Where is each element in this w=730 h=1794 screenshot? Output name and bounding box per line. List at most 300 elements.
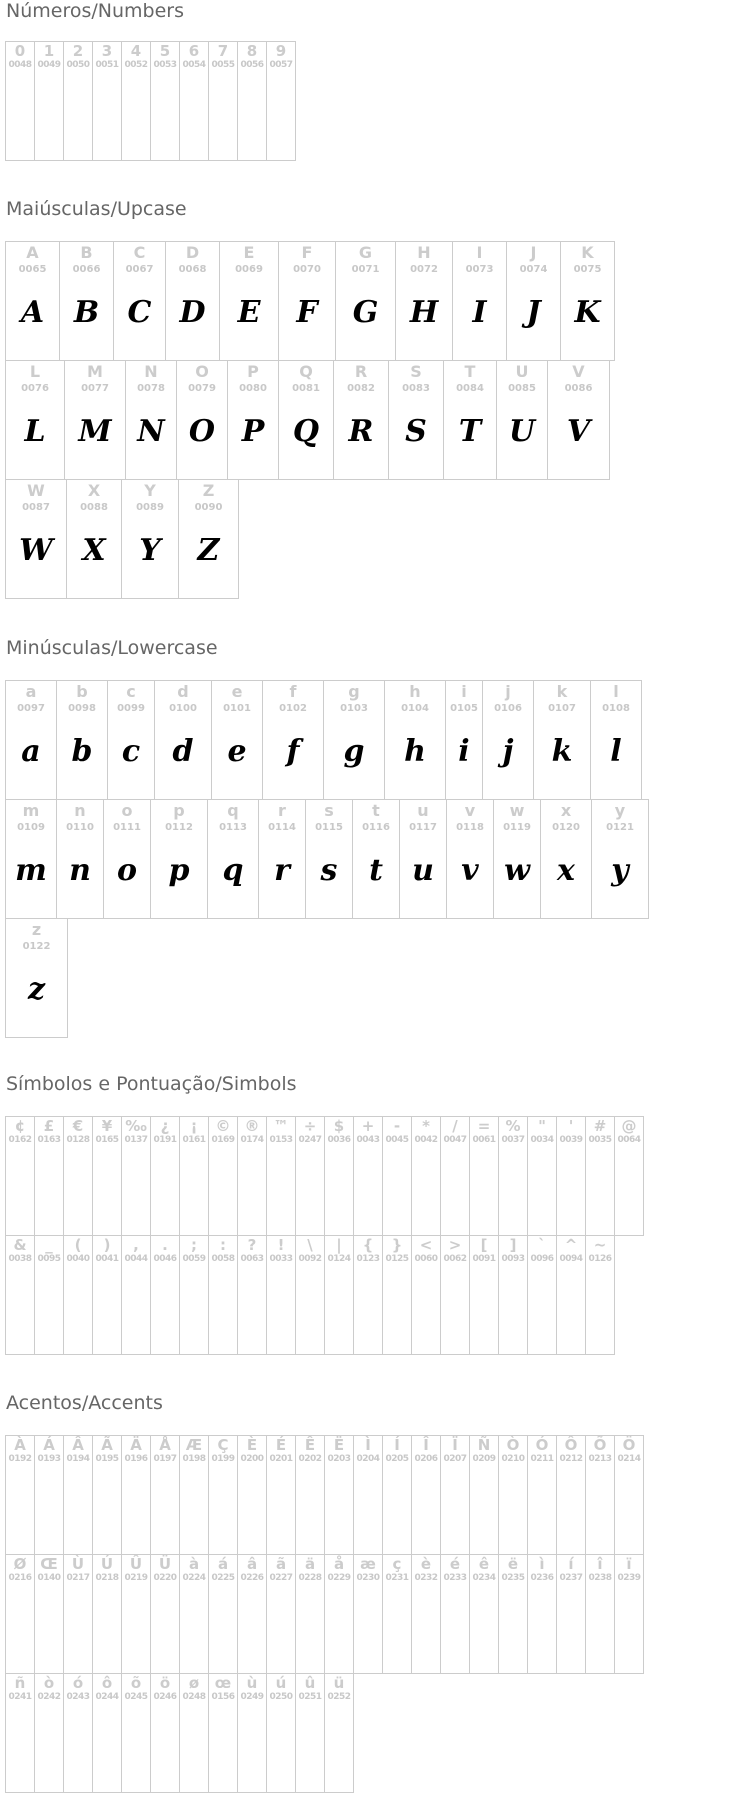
glyph-cell (92, 1554, 122, 1674)
glyph-label: g (348, 682, 360, 701)
glyph-label: J (530, 243, 537, 262)
glyph-code: 0195 (95, 1454, 119, 1464)
glyph-sample: d (172, 734, 194, 769)
glyph-label: ù (246, 1674, 258, 1692)
glyph-cell (63, 1116, 93, 1236)
glyph-label: ñ (14, 1674, 26, 1692)
glyph-code: 0111 (113, 822, 141, 833)
glyph-label: ó (72, 1674, 84, 1692)
glyph-code: 0212 (559, 1454, 583, 1464)
glyph-cell (353, 1554, 383, 1674)
glyph-cell (585, 1554, 615, 1674)
glyph-label: Å (159, 1436, 171, 1454)
section-title-numbers: Números/Numbers (6, 0, 184, 22)
glyph-code: 0048 (8, 60, 32, 70)
glyph-sample: x (557, 853, 575, 888)
glyph-code: 0053 (153, 60, 177, 70)
glyph-label: ] (509, 1236, 517, 1254)
glyph-label: U (515, 362, 529, 381)
glyph-label: ø (188, 1674, 200, 1692)
glyph-cell (323, 680, 385, 800)
glyph-cell (237, 1554, 267, 1674)
glyph-label: I (476, 243, 483, 262)
glyph-label: Ô (564, 1436, 578, 1454)
glyph-code: 0213 (588, 1454, 612, 1464)
glyph-code: 0106 (494, 703, 522, 714)
glyph-code: 0225 (211, 1573, 235, 1583)
section-title-lowercase: Minúsculas/Lowercase (6, 637, 218, 659)
glyph-code: 0198 (182, 1454, 206, 1464)
glyph-label: ` (538, 1236, 546, 1254)
glyph-cell (388, 360, 444, 480)
glyph-cell (5, 1116, 35, 1236)
glyph-cell (590, 680, 642, 800)
glyph-label: õ (130, 1674, 142, 1692)
glyph-code: 0047 (443, 1135, 467, 1145)
glyph-label: € (72, 1117, 84, 1135)
glyph-cell (324, 1435, 354, 1555)
glyph-label: Ò (506, 1436, 520, 1454)
glyph-code: 0096 (530, 1254, 554, 1264)
glyph-cell (266, 1673, 296, 1793)
glyph-cell (63, 1554, 93, 1674)
glyph-cell (556, 1435, 586, 1555)
glyph-sample: c (121, 734, 141, 769)
glyph-code: 0209 (472, 1454, 496, 1464)
glyph-cell (395, 241, 453, 361)
glyph-code: 0156 (211, 1692, 235, 1702)
glyph-sample: E (237, 295, 261, 330)
glyph-label: ‰ (125, 1117, 147, 1135)
glyph-code: 0199 (211, 1454, 235, 1464)
glyph-code: 0118 (456, 822, 484, 833)
glyph-sample: O (188, 414, 216, 449)
glyph-label: î (597, 1555, 603, 1573)
glyph-code: 0140 (37, 1573, 61, 1583)
glyph-sample: r (274, 853, 290, 888)
glyph-code: 0119 (503, 822, 531, 833)
glyph-cell (92, 1116, 122, 1236)
glyph-cell (92, 41, 122, 161)
glyph-sample: G (352, 295, 379, 330)
glyph-code: 0247 (298, 1135, 322, 1145)
glyph-code: 0102 (279, 703, 307, 714)
glyph-label: Ñ (477, 1436, 491, 1454)
glyph-code: 0103 (340, 703, 368, 714)
glyph-cell (56, 680, 108, 800)
glyph-cell (92, 1235, 122, 1355)
glyph-cell (208, 1435, 238, 1555)
glyph-cell (399, 799, 447, 919)
glyph-cell (333, 360, 389, 480)
glyph-sample: l (610, 734, 622, 769)
glyph-cell (266, 1116, 296, 1236)
glyph-code: 0076 (21, 383, 49, 394)
glyph-code: 0046 (153, 1254, 177, 1264)
glyph-code: 0210 (501, 1454, 525, 1464)
glyph-code: 0110 (66, 822, 94, 833)
glyph-label: M (87, 362, 103, 381)
glyph-cell (482, 680, 534, 800)
glyph-code: 0085 (508, 383, 536, 394)
glyph-code: 0114 (268, 822, 296, 833)
glyph-label: ¥ (101, 1117, 113, 1135)
glyph-cell (176, 360, 228, 480)
glyph-cell (585, 1116, 615, 1236)
glyph-label: 3 (101, 42, 113, 60)
glyph-cell (266, 41, 296, 161)
glyph-cell (527, 1435, 557, 1555)
glyph-cell (211, 680, 263, 800)
glyph-code: 0091 (472, 1254, 496, 1264)
glyph-cell (208, 1554, 238, 1674)
glyph-label: P (247, 362, 259, 381)
glyph-label: : (220, 1236, 226, 1254)
glyph-label: Î (423, 1436, 429, 1454)
glyph-label: Z (202, 481, 215, 500)
glyph-code: 0044 (124, 1254, 148, 1264)
glyph-label: # (593, 1117, 607, 1135)
glyph-label: j (505, 682, 511, 701)
glyph-code: 0082 (347, 383, 375, 394)
glyph-code: 0100 (169, 703, 197, 714)
glyph-code: 0087 (22, 502, 50, 513)
glyph-cell (121, 1554, 151, 1674)
glyph-label: 6 (188, 42, 200, 60)
glyph-sample: k (551, 734, 573, 769)
glyph-cell (56, 799, 104, 919)
glyph-code: 0078 (137, 383, 165, 394)
glyph-sample: u (412, 853, 434, 888)
glyph-sample: j (502, 734, 514, 769)
glyph-cell (5, 241, 60, 361)
glyph-code: 0249 (240, 1692, 264, 1702)
glyph-label: ô (101, 1674, 113, 1692)
glyph-cell (527, 1235, 557, 1355)
glyph-code: 0065 (18, 264, 47, 275)
glyph-cell (64, 360, 126, 480)
glyph-label: Õ (593, 1436, 607, 1454)
glyph-sample: a (21, 734, 41, 769)
glyph-cell (556, 1554, 586, 1674)
glyph-code: 0117 (409, 822, 437, 833)
glyph-code: 0251 (298, 1692, 322, 1702)
glyph-code: 0161 (182, 1135, 206, 1145)
glyph-cell (614, 1554, 644, 1674)
glyph-sample: I (472, 295, 487, 330)
glyph-cell (5, 1435, 35, 1555)
glyph-code: 0054 (182, 60, 206, 70)
glyph-label: p (173, 801, 185, 820)
glyph-label: q (227, 801, 239, 820)
glyph-cell (446, 799, 494, 919)
glyph-label: ! (277, 1236, 285, 1254)
glyph-label: Y (144, 481, 156, 500)
glyph-code: 0109 (17, 822, 45, 833)
glyph-code: 0116 (362, 822, 390, 833)
glyph-code: 0246 (153, 1692, 177, 1702)
glyph-code: 0033 (269, 1254, 293, 1264)
glyph-code: 0203 (327, 1454, 351, 1464)
glyph-code: 0230 (356, 1573, 380, 1583)
glyph-code: 0084 (456, 383, 484, 394)
glyph-cell (150, 1116, 180, 1236)
glyph-cell (5, 1235, 35, 1355)
glyph-sample: i (458, 734, 470, 769)
glyph-code: 0043 (356, 1135, 380, 1145)
glyph-cell (5, 799, 57, 919)
glyph-sample: B (73, 295, 100, 330)
glyph-sample: W (19, 533, 53, 568)
glyph-sample: T (458, 414, 482, 449)
glyph-cell (34, 1116, 64, 1236)
glyph-code: 0115 (315, 822, 343, 833)
glyph-code: 0137 (124, 1135, 148, 1145)
glyph-label: . (162, 1236, 168, 1254)
glyph-label: Ó (535, 1436, 549, 1454)
glyph-label: œ (214, 1674, 232, 1692)
glyph-code: 0192 (8, 1454, 32, 1464)
glyph-sample: s (320, 853, 338, 888)
glyph-label: k (556, 682, 568, 701)
glyph-code: 0051 (95, 60, 119, 70)
glyph-sample: t (369, 853, 383, 888)
glyph-label: V (572, 362, 585, 381)
glyph-code: 0088 (80, 502, 108, 513)
section-title-upcase: Maiúsculas/Upcase (6, 198, 187, 220)
glyph-cell (237, 1673, 267, 1793)
glyph-cell (150, 1235, 180, 1355)
glyph-label: ; (191, 1236, 197, 1254)
glyph-code: 0153 (269, 1135, 293, 1145)
glyph-cell (498, 1435, 528, 1555)
glyph-cell (179, 1554, 209, 1674)
glyph-code: 0040 (66, 1254, 90, 1264)
glyph-code: 0045 (385, 1135, 409, 1145)
glyph-code: 0205 (385, 1454, 409, 1464)
glyph-label: b (76, 682, 88, 701)
glyph-code: 0041 (95, 1254, 119, 1264)
glyph-sample: y (611, 853, 629, 888)
glyph-code: 0049 (37, 60, 61, 70)
glyph-code: 0086 (564, 383, 593, 394)
glyph-cell (121, 1673, 151, 1793)
glyph-cell (384, 680, 446, 800)
glyph-cell (207, 799, 259, 919)
glyph-sample: m (15, 853, 47, 888)
glyph-label: n (74, 801, 86, 820)
glyph-cell (411, 1116, 441, 1236)
glyph-cell (63, 1673, 93, 1793)
glyph-sample: e (227, 734, 247, 769)
glyph-cell (440, 1554, 470, 1674)
glyph-code: 0063 (240, 1254, 264, 1264)
glyph-label: " (538, 1117, 546, 1135)
glyph-code: 0037 (501, 1135, 525, 1145)
glyph-code: 0163 (37, 1135, 61, 1145)
glyph-cell (208, 1235, 238, 1355)
glyph-code: 0039 (559, 1135, 583, 1145)
glyph-cell (324, 1673, 354, 1793)
glyph-code: 0234 (472, 1573, 496, 1583)
glyph-label: { (362, 1236, 374, 1254)
glyph-code: 0201 (269, 1454, 293, 1464)
glyph-code: 0237 (559, 1573, 583, 1583)
glyph-code: 0034 (530, 1135, 554, 1145)
glyph-cell (208, 1116, 238, 1236)
glyph-code: 0124 (327, 1254, 351, 1264)
glyph-cell (237, 1116, 267, 1236)
glyph-cell (324, 1116, 354, 1236)
glyph-code: 0200 (240, 1454, 264, 1464)
glyph-label: > (448, 1236, 462, 1254)
glyph-sample: q (222, 853, 244, 888)
glyph-cell (34, 1435, 64, 1555)
glyph-code: 0235 (501, 1573, 525, 1583)
glyph-label: ) (103, 1236, 111, 1254)
glyph-cell (266, 1435, 296, 1555)
glyph-label: W (27, 481, 45, 500)
glyph-cell (237, 1235, 267, 1355)
glyph-sample: Z (197, 533, 220, 568)
glyph-sample: g (343, 734, 365, 769)
glyph-label: 8 (246, 42, 258, 60)
glyph-cell (295, 1116, 325, 1236)
glyph-cell (179, 1673, 209, 1793)
glyph-code: 0250 (269, 1692, 293, 1702)
glyph-code: 0242 (37, 1692, 61, 1702)
glyph-label: ¢ (14, 1117, 26, 1135)
glyph-label: ? (247, 1236, 257, 1254)
glyph-label: Ã (101, 1436, 113, 1454)
glyph-sample: n (69, 853, 91, 888)
glyph-cell (150, 799, 208, 919)
glyph-cell (5, 1554, 35, 1674)
glyph-code: 0227 (269, 1573, 293, 1583)
glyph-code: 0104 (401, 703, 429, 714)
glyph-code: 0107 (548, 703, 576, 714)
glyph-label: r (278, 801, 286, 820)
glyph-sample: w (504, 853, 530, 888)
glyph-code: 0169 (211, 1135, 235, 1145)
glyph-cell (121, 1235, 151, 1355)
glyph-code: 0211 (530, 1454, 554, 1464)
glyph-sample: Y (139, 533, 161, 568)
glyph-code: 0072 (410, 264, 438, 275)
glyph-cell (353, 1116, 383, 1236)
glyph-code: 0081 (292, 383, 320, 394)
glyph-label: = (477, 1117, 491, 1135)
glyph-code: 0095 (37, 1254, 61, 1264)
glyph-cell (258, 799, 306, 919)
glyph-cell (353, 1235, 383, 1355)
glyph-label: _ (45, 1236, 53, 1254)
glyph-code: 0073 (465, 264, 494, 275)
glyph-label: + (361, 1117, 375, 1135)
glyph-code: 0231 (385, 1573, 409, 1583)
glyph-cell (92, 1435, 122, 1555)
glyph-label: ü (333, 1674, 345, 1692)
glyph-label: i (461, 682, 467, 701)
glyph-sample: v (461, 853, 479, 888)
glyph-label: ã (275, 1555, 287, 1573)
glyph-label: 5 (159, 42, 171, 60)
glyph-cell (469, 1235, 499, 1355)
glyph-sample: Q (292, 414, 320, 449)
glyph-code: 0191 (153, 1135, 177, 1145)
glyph-label: å (333, 1555, 345, 1573)
glyph-code: 0128 (66, 1135, 90, 1145)
glyph-code: 0038 (8, 1254, 32, 1264)
glyph-code: 0244 (95, 1692, 119, 1702)
glyph-code: 0071 (351, 264, 380, 275)
glyph-label: S (410, 362, 422, 381)
glyph-label: ® (244, 1117, 260, 1135)
glyph-cell (107, 680, 155, 800)
glyph-label: 7 (217, 42, 229, 60)
glyph-label: A (26, 243, 39, 262)
glyph-label: ê (478, 1555, 490, 1573)
glyph-cell (540, 799, 592, 919)
glyph-code: 0218 (95, 1573, 119, 1583)
glyph-code: 0083 (402, 383, 430, 394)
glyph-sample: A (20, 295, 45, 330)
glyph-cell (556, 1116, 586, 1236)
glyph-cell (121, 1116, 151, 1236)
glyph-cell (506, 241, 561, 361)
glyph-cell (208, 1673, 238, 1793)
glyph-label: B (80, 243, 93, 262)
glyph-label: Ê (304, 1436, 316, 1454)
glyph-code: 0206 (414, 1454, 438, 1464)
glyph-cell (5, 1673, 35, 1793)
glyph-cell (179, 1235, 209, 1355)
glyph-label: Ö (622, 1436, 636, 1454)
glyph-cell (266, 1235, 296, 1355)
glyph-cell (113, 241, 166, 361)
glyph-cell (496, 360, 548, 480)
glyph-cell (59, 241, 114, 361)
glyph-code: 0055 (211, 60, 235, 70)
glyph-code: 0241 (8, 1692, 32, 1702)
glyph-label: H (417, 243, 431, 262)
glyph-code: 0050 (66, 60, 90, 70)
glyph-code: 0236 (530, 1573, 554, 1583)
glyph-label: ^ (564, 1236, 578, 1254)
glyph-cell (533, 680, 591, 800)
glyph-label: © (215, 1117, 231, 1135)
glyph-label: ' (568, 1117, 574, 1135)
glyph-code: 0090 (194, 502, 223, 513)
lowercase-grid (5, 680, 653, 1037)
glyph-sample: f (286, 734, 300, 769)
glyph-cell (237, 41, 267, 161)
glyph-cell (411, 1435, 441, 1555)
glyph-cell (34, 1554, 64, 1674)
glyph-code: 0079 (188, 383, 216, 394)
glyph-label: È (246, 1436, 258, 1454)
glyph-cell (440, 1116, 470, 1236)
glyph-label: ÷ (303, 1117, 317, 1135)
glyph-label: Æ (185, 1436, 203, 1454)
glyph-code: 0077 (81, 383, 109, 394)
glyph-code: 0217 (66, 1573, 90, 1583)
glyph-cell (125, 360, 177, 480)
glyph-sample: P (241, 414, 265, 449)
glyph-cell (560, 241, 615, 361)
glyph-cell (382, 1554, 412, 1674)
glyph-label: e (231, 682, 243, 701)
